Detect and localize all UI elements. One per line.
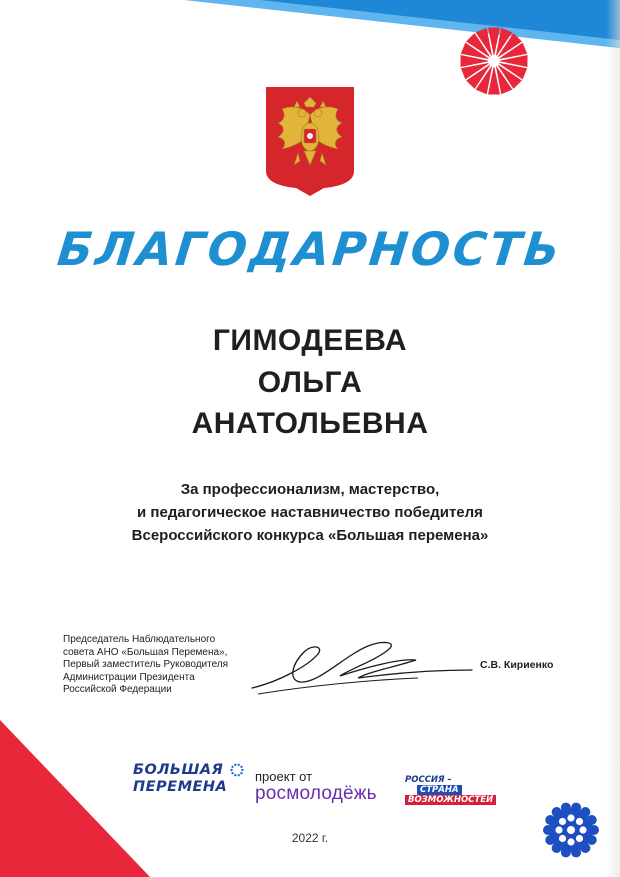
dots-ring-icon [229, 762, 245, 778]
logo-dot [238, 764, 240, 766]
signatory-name: С.В. Кириенко [480, 659, 554, 671]
coat-of-arms-icon [264, 85, 356, 197]
recipient-surname: ГИМОДЕЕВА [212, 324, 408, 357]
rosmolodezh-label: росмолодёжь [255, 783, 377, 804]
position-line: Администрации Президента [63, 671, 195, 683]
gear-hole [567, 838, 574, 845]
gear-hole [555, 826, 562, 833]
logo-dot [240, 766, 242, 768]
issue-year: 2022 г. [291, 831, 329, 845]
logo-text-line: ПЕРЕМЕНА [133, 779, 228, 795]
reason-line-1: За профессионализм, мастерство, [180, 481, 440, 498]
logo-text-line: СТРАНА [417, 785, 462, 795]
red-burst-icon [458, 25, 530, 97]
logo-text-line: РОССИЯ – [405, 775, 452, 785]
logo-dot [234, 774, 236, 776]
reason-line-2: и педагогическое наставничество победителя [137, 504, 483, 521]
gear-hole [559, 818, 566, 825]
bolshaya-peremena-logo [133, 762, 248, 804]
reason-line-3: Всероссийского конкурса «Большая перемена» [131, 527, 489, 544]
recipient-first-name: ОЛЬГА [257, 366, 363, 399]
signatory-position [63, 634, 263, 697]
logo-text-line: ВОЗМОЖНОСТЕЙ [405, 795, 496, 805]
logo-dot [234, 764, 236, 766]
position-line: Российской Федерации [63, 684, 172, 695]
position-line: Первый заместитель Руководителя [63, 659, 229, 670]
rosmolodezh-logo [255, 770, 377, 804]
certificate-title: БЛАГОДАРНОСТЬ [54, 222, 566, 276]
logo-dot [240, 772, 242, 774]
logo-dot [230, 769, 232, 771]
position-line: Председатель Наблюдательного [63, 634, 216, 645]
gear-logo-icon [541, 800, 601, 860]
handwritten-signature [248, 636, 478, 696]
logo-dot [231, 766, 233, 768]
gear-hole [576, 818, 583, 825]
logo-dot [231, 772, 233, 774]
recipient-patronymic: АНАТОЛЬЕВНА [191, 407, 429, 440]
red-corner-decoration [0, 720, 150, 877]
gear-hole [567, 814, 574, 821]
gear-hole [559, 835, 566, 842]
gear-hole [576, 835, 583, 842]
scan-edge-shade [606, 0, 620, 877]
logo-text-line: БОЛЬШАЯ [133, 762, 224, 778]
gear-hole [579, 826, 586, 833]
russia-land-of-opportunities-logo [403, 775, 494, 807]
logo-dot [238, 774, 240, 776]
project-of-label: проект от [255, 769, 313, 784]
position-line: совета АНО «Большая Перемена», [63, 646, 228, 658]
logo-dot [241, 769, 243, 771]
